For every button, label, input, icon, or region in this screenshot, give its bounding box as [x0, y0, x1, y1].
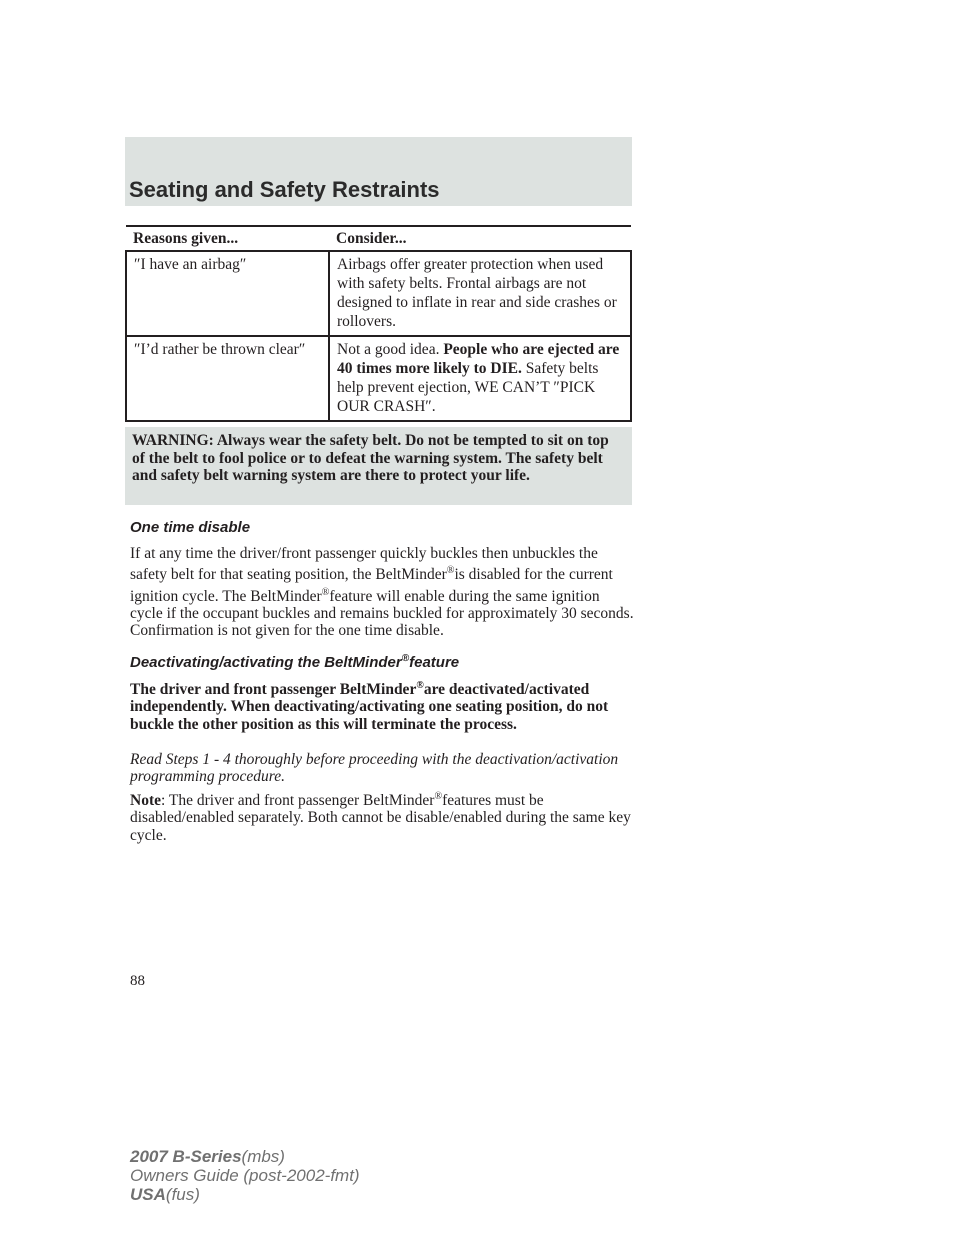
table-row: [126, 336, 631, 421]
registered-mark: ®: [401, 653, 410, 664]
heading-text: feature: [409, 654, 460, 671]
footer-line-2: Owners Guide (post-2002-fmt): [130, 1166, 360, 1185]
footer-model: 2007 B-Series: [130, 1147, 242, 1166]
page-number: 88: [130, 973, 145, 989]
paragraph-text: features must be disabled/enabled separately. Both cannot be disable/enabled during the same key cycle.: [130, 792, 631, 844]
footer-line-1: [130, 1147, 360, 1166]
reasons-table: [125, 225, 632, 422]
registered-mark: ®: [434, 791, 443, 802]
paragraph-text: : The driver and front passenger BeltMinder: [161, 792, 435, 810]
table-cell-consider: Airbags offer greater protection when used with safety belts. Frontal airbags are not designed to inflate in rear and side crashes or rollovers.: [329, 251, 631, 336]
consider-text: Not a good idea.: [337, 341, 444, 358]
note-paragraph: [130, 788, 635, 844]
consider-emphasis: People who are ejected are 40 times more likely to DIE.: [337, 341, 620, 377]
document-footer: [130, 1147, 360, 1204]
footer-market-code: (fus): [165, 1185, 200, 1204]
footer-market: USA: [130, 1185, 166, 1204]
footer-line-3: [130, 1185, 360, 1204]
note-label: Note: [130, 792, 161, 810]
paragraph-text: are deactivated/activated independently. When deactivating/activating one seating position, do not buckle the other position as this will terminate the process.: [130, 681, 609, 733]
read-steps-note: Read Steps 1 - 4 thoroughly before proceeding with the deactivation/activation programming procedure.: [130, 751, 619, 786]
paragraph-text: The driver and front passenger BeltMinder: [130, 681, 417, 699]
deactivation-warning-paragraph: [130, 677, 635, 733]
table-cell-reason: ″I have an airbag″: [126, 251, 329, 336]
registered-mark: ®: [416, 680, 424, 691]
paragraph-text: feature will enable during the same ignition cycle if the occupant buckles and remains buckled for approximately 30 seconds. Confirmation is not given for the one time disable.: [130, 587, 634, 640]
table-cell-reason: ″I’d rather be thrown clear″: [126, 336, 329, 421]
table-cell-consider: [329, 336, 631, 421]
table-row: [126, 251, 631, 336]
section-heading-deactivating: [130, 653, 459, 671]
page-title: Seating and Safety Restraints: [129, 177, 440, 202]
table-header-consider: Consider...: [329, 226, 631, 251]
section-header-bar: [125, 137, 632, 206]
footer-model-code: (mbs): [241, 1147, 285, 1166]
consider-text: Safety belts help prevent ejection, WE CAN’T ″PICK OUR CRASH″.: [337, 360, 599, 415]
paragraph-text: If at any time the driver/front passenger quickly buckles then unbuckles the safety belt for that seating position, the BeltMinder: [130, 545, 598, 584]
table-header-reasons: Reasons given...: [126, 226, 329, 251]
registered-mark: ®: [321, 586, 330, 598]
paragraph-text: is disabled for the current ignition cycle. The BeltMinder: [130, 566, 613, 605]
section-heading-one-time-disable: One time disable: [130, 519, 251, 536]
warning-box: WARNING: Always wear the safety belt. Do not be tempted to sit on top of the belt to fool police or to defeat the warning system. The safety belt and safety belt warning system are there to protect your life.: [125, 427, 632, 505]
heading-text: Deactivating/activating the BeltMinder: [130, 654, 402, 671]
table-header-row: [126, 226, 631, 251]
one-time-disable-paragraph: [130, 545, 635, 639]
registered-mark: ®: [446, 565, 455, 577]
